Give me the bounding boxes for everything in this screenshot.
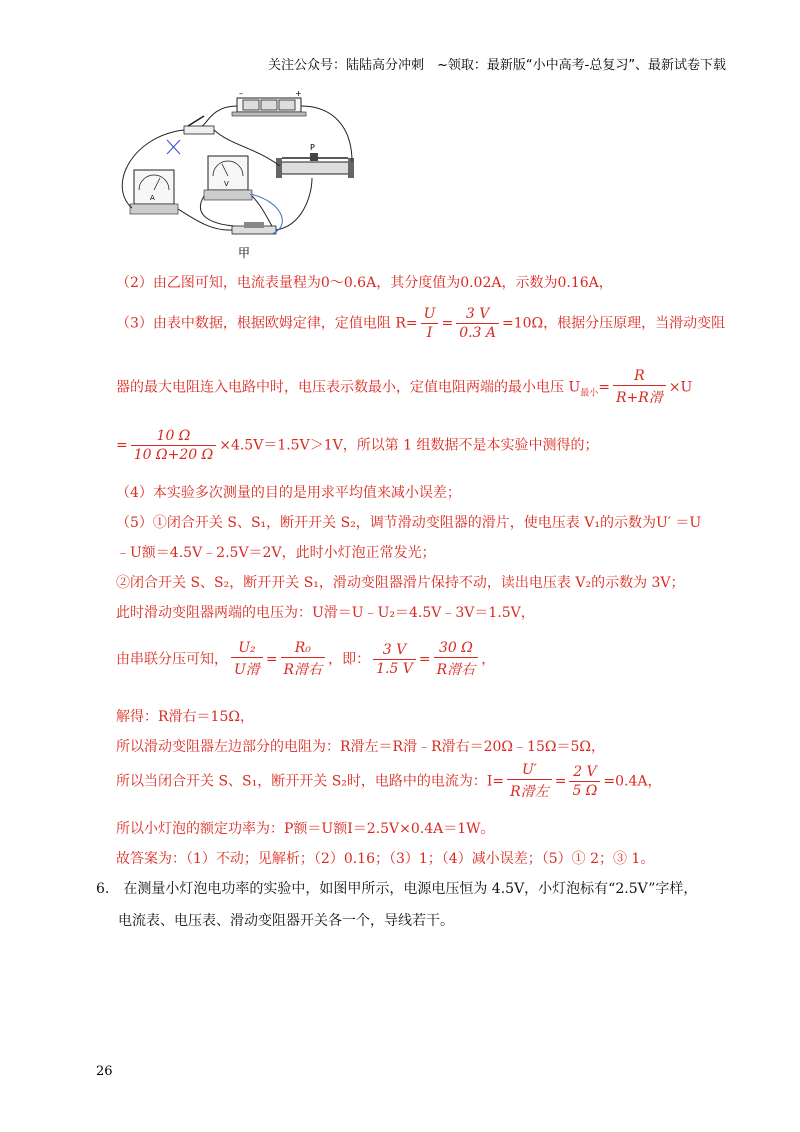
text-suffix: =0.4A，	[603, 773, 662, 790]
equals-sign: =	[265, 651, 278, 668]
text-prefix: 器的最大电阻连入电路中时，电压表示数最小，定值电阻两端的最小电压 U	[116, 379, 581, 396]
text-suffix: ×U	[668, 379, 693, 396]
rheostat	[276, 143, 354, 178]
solution-part-5-line2: ﹣U额＝4.5V﹣2.5V＝2V，此时小灯泡正常发光；	[116, 545, 436, 561]
slider-label: P	[310, 143, 315, 152]
equals-sign: =	[554, 773, 567, 790]
solution-part-5-power: 所以小灯泡的额定功率为：P额＝U额I＝2.5V×0.4A＝1W。	[116, 821, 495, 837]
battery-pack	[232, 89, 306, 116]
subscript-min: 最小	[580, 388, 599, 399]
battery-plus-label: +	[295, 89, 302, 98]
figure-caption: 甲	[238, 246, 251, 260]
solution-part-3-line2	[116, 368, 692, 407]
text-prefix: （3）由表中数据，根据欧姆定律，定值电阻 R=	[116, 315, 418, 332]
page-number: 26	[96, 1064, 113, 1079]
solution-part-5-line3: ②闭合开关 S、S₂，断开开关 S₁，滑动变阻器滑片保持不动，读出电压表 V₂的示数为 3V；	[116, 575, 685, 591]
solution-part-5-line1: （5）①闭合开关 S、S₁，断开开关 S₂，调节滑动变阻器的滑片，使电压表 V₁的示数为U′ ＝U	[116, 515, 702, 531]
fraction-u2-over-u-slide: $\frac{\text{U₂}}{\text{U滑}}$	[231, 640, 263, 679]
fraction-u-prime-over-r-left: $\frac{U'}{\text{R滑左}}$	[507, 762, 552, 801]
voltmeter	[204, 156, 252, 200]
page-header: 关注公众号：陆陆高分冲刺 ~领取：最新版“小中高考-总复习”、最新试卷下载	[268, 58, 727, 73]
solution-part-5-solve: 解得：R滑右＝15Ω，	[116, 709, 254, 725]
switch	[184, 116, 214, 134]
answer-summary: 故答案为：（1）不动；见解析；（2）0.16；（3）1；（4）减小误差；（5）① 2；③ 1。	[116, 851, 655, 867]
solution-part-5-current	[116, 762, 662, 801]
circuit-diagram	[112, 86, 362, 246]
fraction-30-over-r-right: $\frac{30 \Omega}{\text{R滑右}}$	[434, 640, 479, 679]
equals-sign: =	[418, 651, 431, 668]
fraction-3v-over-1.5v: $\frac{3 V}{1.5 V}$	[373, 642, 416, 677]
ammeter	[130, 170, 178, 214]
fraction-u-over-i: $\frac{U}{I}$	[421, 306, 439, 341]
question-6-line1: 6. 在测量小灯泡电功率的实验中，如图甲所示，电源电压恒为 4.5V，小灯泡标有“2.5V”字样，	[96, 881, 698, 897]
solution-part-3-line1	[116, 306, 725, 341]
fraction-2v-over-5: $\frac{2 V}{5 \Omega}$	[569, 764, 600, 799]
text-suffix: ，	[481, 651, 496, 668]
solution-part-2: （2）由乙图可知，电流表量程为0～0.6A，其分度值为0.02A，示数为0.16A，	[116, 275, 613, 291]
text-suffix: =10Ω，根据分压原理，当滑动变阻	[502, 315, 726, 332]
fraction-r-over-r-plus-r-slide: $\frac{R}{\text{R+R滑}}$	[613, 368, 666, 407]
equals-sign: =	[441, 315, 454, 332]
equals-sign: =	[116, 437, 128, 454]
solution-part-5-ratio	[116, 640, 495, 679]
solution-part-4: （4）本实验多次测量的目的是用求平均值来减小误差；	[116, 485, 461, 501]
equals-sign: =	[598, 379, 610, 396]
text-prefix: 所以当闭合开关 S、S₁，断开开关 S₂时，电路中的电流为：I=	[116, 773, 505, 790]
text-prefix: 由串联分压可知，	[116, 651, 228, 668]
fraction-3v-over-0.3a: $\frac{3 V}{0.3 A}$	[456, 306, 499, 341]
solution-part-5-left-resistance: 所以滑动变阻器左边部分的电阻为：R滑左＝R滑﹣R滑右＝20Ω﹣15Ω＝5Ω，	[116, 739, 605, 755]
voltmeter-label: V	[224, 180, 229, 188]
text-suffix: ×4.5V＝1.5V＞1V，所以第 1 组数据不是本实验中测得的；	[219, 437, 599, 454]
solution-part-3-line3	[116, 428, 599, 463]
text-mid: ，即：	[328, 651, 371, 668]
fraction-10-over-30: $\frac{10 \Omega}{10 \Omega+20 \Omega}$	[131, 428, 216, 463]
solution-part-5-line4: 此时滑动变阻器两端的电压为：U滑＝U﹣U₂＝4.5V﹣3V＝1.5V，	[116, 605, 535, 621]
battery-minus-label: –	[239, 89, 243, 98]
question-6-line2: 电流表、电压表、滑动变阻器开关各一个，导线若干。	[118, 913, 454, 929]
fixed-resistor	[232, 222, 276, 234]
fraction-r0-over-r-right: $\frac{\text{R₀}}{\text{R滑右}}$	[281, 640, 326, 679]
ammeter-label: A	[150, 194, 155, 202]
